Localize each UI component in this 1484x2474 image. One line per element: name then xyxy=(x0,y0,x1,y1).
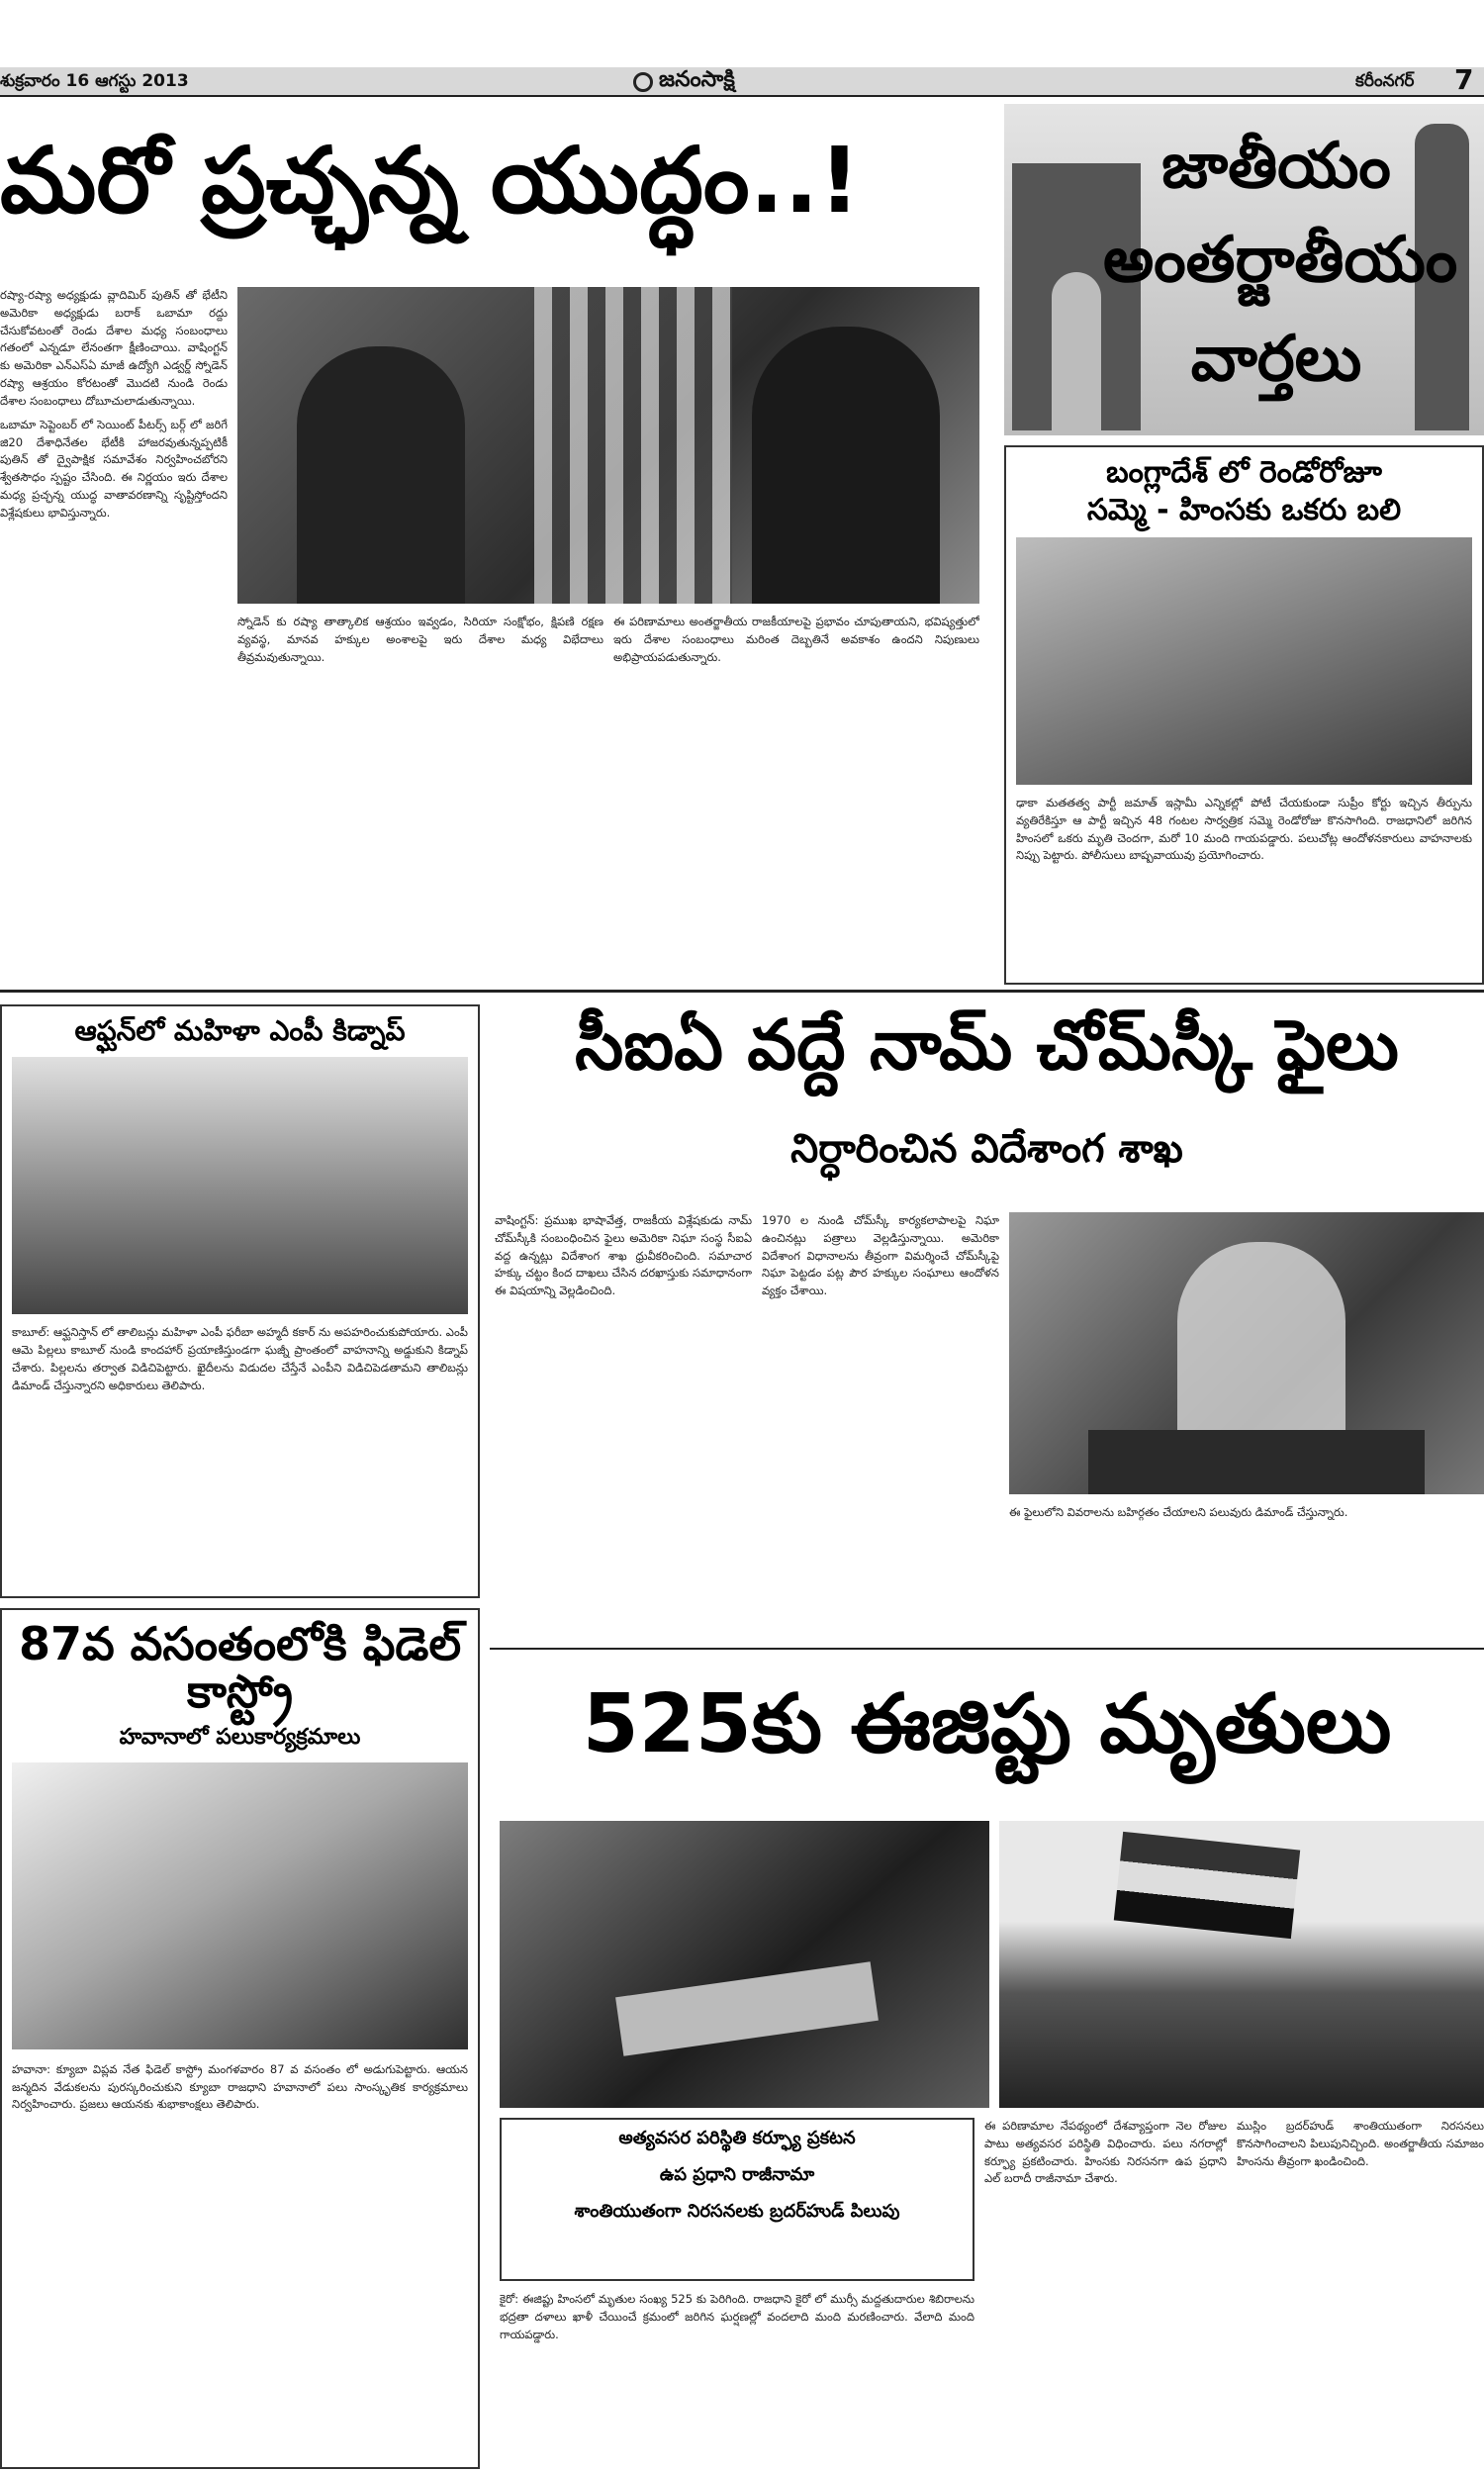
banner-line-3: వార్తలు xyxy=(1190,323,1362,396)
castro-photo xyxy=(12,1762,468,2049)
castro-box xyxy=(0,1608,480,2469)
masthead-edition: కరీంనగర్ xyxy=(1355,71,1415,91)
egypt-box-line-3: శాంతియుతంగా నిరసనలకు బ్రదర్‌హుడ్ పిలుపు xyxy=(574,2200,900,2222)
afghan-box xyxy=(0,1004,480,1598)
egypt-body-column-2: ఈ పరిణామాల నేపథ్యంలో దేశవ్యాప్తంగా నెల రోజుల పాటు అత్యవసర పరిస్థితి విధించారు. పలు నగరాల్లో కర్ఫ్యూ ప్రకటించారు. హింసకు నిరసనగా ఉప ప్రధాని ఎల్ బరాదీ రాజీనామా చేశారు. xyxy=(984,2119,1227,2186)
photo-figure-left xyxy=(297,346,465,604)
egypt-body-column-1: కైరో: ఈజిప్టు హింసలో మృతుల సంఖ్య 525 కు పెరిగింది. రాజధాని కైరో లో ముర్సీ మద్దతుదారుల శిబిరాలను భద్రతా దళాలు ఖాళీ చేయించే క్రమంలో జరిగిన ఘర్షణల్లో వందలాది మంది మరణించారు. వేలాది మంది గాయపడ్డారు. xyxy=(500,2292,974,2341)
logo-icon xyxy=(633,72,653,92)
photo-figure-right xyxy=(752,327,940,604)
banner-line-1: జాతీయం xyxy=(1161,130,1391,203)
castro-headline: 87వ వసంతంలోకి ఫిడెల్ కాస్ట్రో xyxy=(18,1617,462,1719)
bangladesh-headline-1: బంగ్లాదేశ్ లో రెండోరోజూ xyxy=(1106,455,1382,490)
egypt-top-rule xyxy=(490,1648,1484,1650)
section-banner xyxy=(1004,104,1484,435)
photo-stretcher xyxy=(615,1961,879,2056)
egypt-photo-right xyxy=(999,1821,1484,2108)
section-divider xyxy=(0,990,1484,993)
bangladesh-photo xyxy=(1016,537,1472,785)
egypt-body-column-3: ముస్లిం బ్రదర్‌హుడ్ శాంతియుతంగా నిరసనలు కొనసాగించాలని పిలుపునిచ్చింది. అంతర్జాతీయ సమాజం హింసను తీవ్రంగా ఖండించింది. xyxy=(1237,2119,1484,2168)
afghan-headline: ఆఫ్ఘన్‌లో మహిళా ఎంపీ కిడ్నాప్ xyxy=(74,1014,406,1047)
masthead-paper-logo xyxy=(633,67,735,97)
egypt-photo-left xyxy=(500,1821,989,2108)
lead-body-column-2: స్నోడెన్ కు రష్యా తాత్కాలిక ఆశ్రయం ఇవ్వడం, సిరియా సంక్షోభం, క్షిపణి రక్షణ వ్యవస్థ, మానవ హక్కుల అంశాలపై ఇరు దేశాల మధ్య విభేదాలు తీవ్రమవుతున్నాయి. xyxy=(237,615,603,664)
chomsky-subhead: నిర్ధారించిన విదేశాంగ శాఖ xyxy=(790,1126,1183,1172)
page-number: 7 xyxy=(1454,63,1474,96)
india-gate-silhouette xyxy=(1012,163,1141,430)
egypt-box-line-2: ఉప ప్రధాని రాజీనామా xyxy=(659,2163,815,2185)
bangladesh-headline-2: సమ్మె - హింసకు ఒకరు బలి xyxy=(1086,492,1402,527)
chomsky-headline: సీఐఏ వద్దే నామ్ చోమ్‌స్కీ ఫైలు xyxy=(575,1004,1399,1086)
bangladesh-box xyxy=(1004,445,1484,985)
masthead-paper-name: జనంసాక్షి xyxy=(659,67,735,92)
photo-flag-stripes xyxy=(534,287,732,604)
afghan-photo xyxy=(12,1057,468,1314)
lead-photo xyxy=(237,287,979,604)
photo-podium xyxy=(1088,1430,1425,1494)
chomsky-body-column-1: వాషింగ్టన్: ప్రముఖ భాషావేత్త, రాజకీయ విశ్లేషకుడు నామ్ చోమ్‌స్కీకి సంబంధించిన ఫైలు అమెరికా నిఘా సంస్థ సీఐఏ వద్ద ఉన్నట్లు విదేశాంగ శాఖ ధ్రువీకరించింది. సమాచార హక్కు చట్టం కింద దాఖలు చేసిన దరఖాస్తుకు సమాధానంగా ఈ విషయాన్ని వెల్లడించింది. xyxy=(495,1213,752,1298)
lead-body-column-3: ఈ పరిణామాలు అంతర్జాతీయ రాజకీయాలపై ప్రభావం చూపుతాయని, భవిష్యత్తులో ఇరు దేశాల సంబంధాలు మరింత దెబ్బతినే అవకాశం ఉందని నిపుణులు అభిప్రాయపడుతున్నారు. xyxy=(613,615,979,664)
egypt-highlight-box xyxy=(500,2118,974,2281)
castro-subhead: హవానాలో పలుకార్యక్రమాలు xyxy=(119,1724,361,1750)
masthead-bar xyxy=(0,67,1484,97)
chomsky-body-column-3: ఈ ఫైలులోని వివరాలను బహిర్గతం చేయాలని పలువురు డిమాండ్ చేస్తున్నారు. xyxy=(1009,1505,1348,1519)
bangladesh-body: ఢాకా మతతత్వ పార్టీ జమాత్ ఇస్లామీ ఎన్నికల్లో పోటీ చేయకుండా సుప్రీం కోర్టు ఇచ్చిన తీర్పును వ్యతిరేకిస్తూ ఆ పార్టీ ఇచ్చిన 48 గంటల సార్వత్రిక సమ్మె రెండోరోజు కొనసాగింది. రాజధానిలో జరిగిన హింసలో ఒకరు మృతి చెందగా, మరో 10 మంది గాయపడ్డారు. పలుచోట్ల ఆందోళనకారులు వాహనాలకు నిప్పు పెట్టారు. పోలీసులు బాష్పవాయువు ప్రయోగించారు. xyxy=(1016,796,1472,863)
masthead xyxy=(0,0,1484,99)
lead-headline: మరో ప్రచ్ఛన్న యుద్ధం..! xyxy=(0,128,861,234)
afghan-body: కాబూల్: ఆఫ్ఘనిస్తాన్ లో తాలిబన్లు మహిళా ఎంపీ ఫరీబా అహ్మదీ కకార్ ను అపహరించుకుపోయారు. ఎంపీ ఆమె పిల్లలు కాబూల్ నుండి కాందహార్ ప్రయాణిస్తుండగా ఘజ్నీ ప్రాంతంలో వాహనాన్ని అడ్డుకుని కిడ్నాప్ చేశారు. పిల్లలను తర్వాత విడిచిపెట్టారు. ఖైదీలను విడుదల చేస్తేనే ఎంపీని విడిచిపెడతామని తాలిబన్లు డిమాండ్ చేస్తున్నారని అధికారులు తెలిపారు. xyxy=(12,1325,468,1392)
banner-line-2: అంతర్జాతీయం xyxy=(1103,224,1458,297)
egypt-box-line-1: అత్యవసర పరిస్థితి కర్ఫ్యూ ప్రకటన xyxy=(618,2128,856,2148)
chomsky-body-column-2: 1970 ల నుండి చోమ్‌స్కీ కార్యకలాపాలపై నిఘా ఉంచినట్లు పత్రాలు వెల్లడిస్తున్నాయి. అమెరికా విదేశాంగ విధానాలను తీవ్రంగా విమర్శించే చోమ్‌స్కీపై నిఘా పెట్టడం పట్ల పౌర హక్కుల సంఘాలు ఆందోళన వ్యక్తం చేశాయి. xyxy=(762,1213,999,1298)
chomsky-photo xyxy=(1009,1212,1484,1494)
masthead-date: శుక్రవారం 16 ఆగస్టు 2013 xyxy=(0,71,189,91)
castro-body: హవానా: క్యూబా విప్లవ నేత ఫిడెల్ కాస్ట్రో మంగళవారం 87 వ వసంతం లో అడుగుపెట్టారు. ఆయన జన్మదిన వేడుకలను పురస్కరించుకుని క్యూబా రాజధాని హవానాలో పలు సాంస్కృతిక కార్యక్రమాలు నిర్వహించారు. ప్రజలు ఆయనకు శుభాకాంక్షలు తెలిపారు. xyxy=(12,2061,468,2112)
photo-flag xyxy=(1114,1832,1300,1939)
egypt-headline: 525కు ఈజిప్టు మృతులు xyxy=(582,1677,1392,1771)
lead-body-column-1: రష్యా-రష్యా అధ్యక్షుడు వ్లాదిమిర్ పుతిన్ తో భేటీని అమెరికా అధ్యక్షుడు బరాక్ ఒబామా రద్దు చేసుకోవటంతో రెండు దేశాల మధ్య సంబంధాలు గతంలో ఎన్నడూ లేనంతగా క్షీణించాయి. వాషింగ్టన్ కు అమెరికా ఎన్ఎస్ఏ మాజీ ఉద్యోగి ఎడ్వర్డ్ స్నోడెన్ రష్యా ఆశ్రయం కోరటంతో మొదటి నుండి రెండు దేశాల సంబంధాలు దోబూచులాడుతున్నాయి. ఒబామా సెప్టెంబర్ లో సెయింట్ పీటర్స్ బర్గ్ లో జరిగే జి20 దేశాధినేతల భేటీకి హాజరవుతున్నప్పటికీ పుతిన్ తో ద్వైపాక్షిక సమావేశం నిర్వహించబోరని శ్వేతసౌధం స్పష్టం చేసింది. ఈ నిర్ణయం ఇరు దేశాల మధ్య ప్రచ్ఛన్న యుద్ధ వాతావరణాన్ని సృష్టిస్తోందని విశ్లేషకులు భావిస్తున్నారు. xyxy=(0,288,228,520)
